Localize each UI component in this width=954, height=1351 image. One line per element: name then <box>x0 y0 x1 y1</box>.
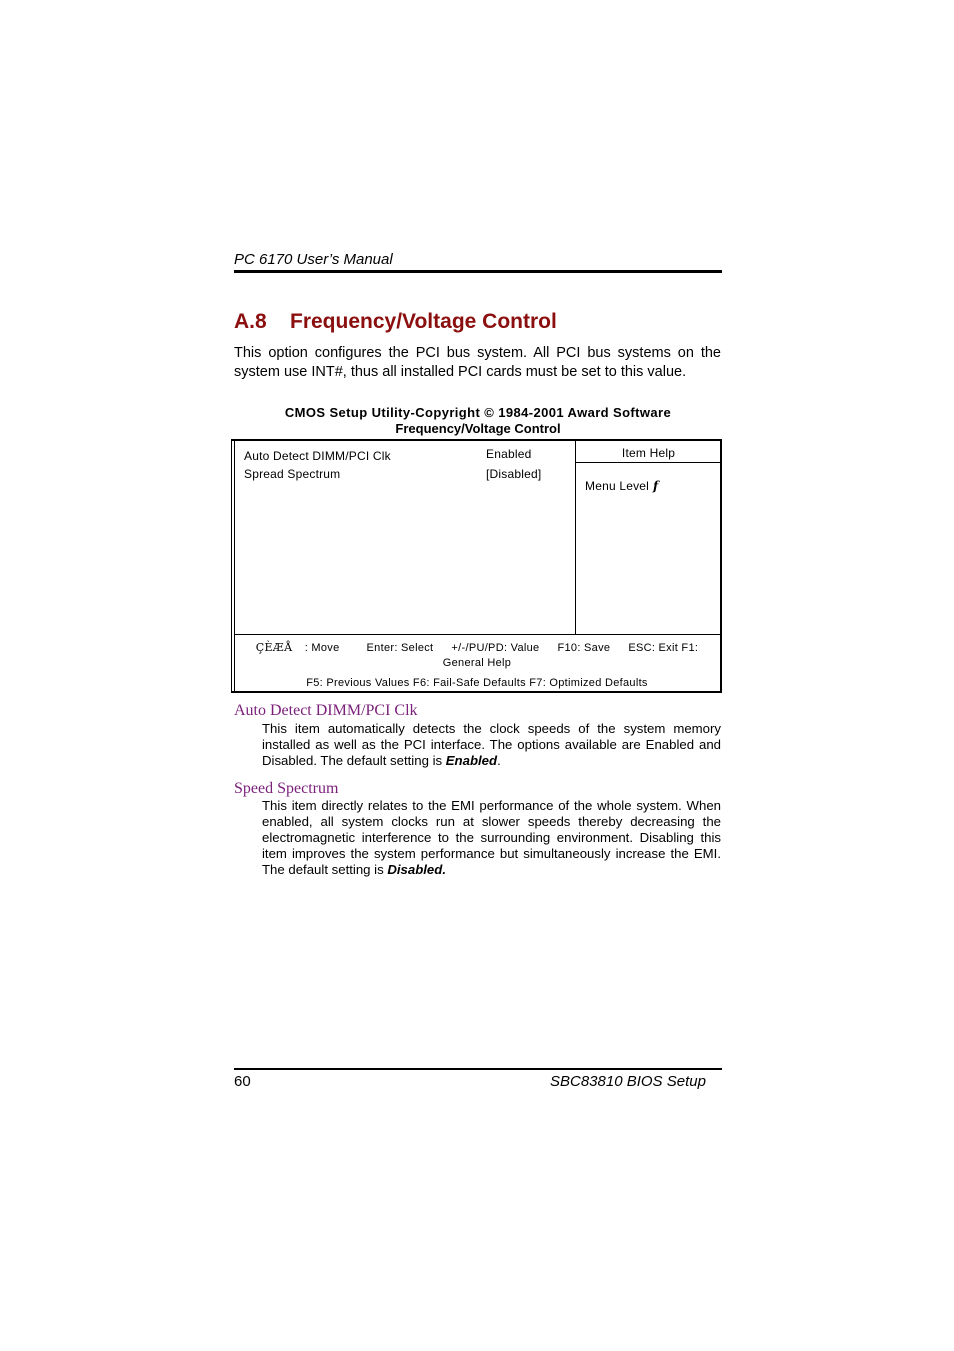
item-description-auto-detect: This item automatically detects the clock speeds of the system memory installed as well as the PCI interface. The options available are Enabled and Disabled. The default setting is Enabled. <box>262 721 721 768</box>
key-exit: ESC: Exit F1: <box>628 642 699 654</box>
item-heading-auto-detect: Auto Detect DIMM/PCI Clk <box>234 702 418 719</box>
item-description-speed-spectrum: This item directly relates to the EMI performance of the whole system. When enabled, all system clocks run at slower speeds thereby decreasing the electromagnetic interference to the surrounding environment. Disabling this item improves the system performance but simultaneously increase the EMI. The default setting is Disabled. <box>262 798 721 877</box>
keys-divider <box>234 634 720 635</box>
footer-title: SBC83810 BIOS Setup <box>550 1073 706 1090</box>
item-help-title: Item Help <box>576 441 721 463</box>
item-help-panel <box>575 441 721 634</box>
arrow-keys-icon: ÇÈÆÅ <box>255 641 293 654</box>
section-title <box>234 310 557 334</box>
menu-level <box>585 479 658 493</box>
menu-item-value[interactable]: Enabled <box>486 447 532 461</box>
menu-item-name: Auto Detect DIMM/PCI Clk <box>244 449 391 463</box>
key-select: Enter: Select <box>366 642 434 654</box>
cmos-caption-line1: CMOS Setup Utility-Copyright © 1984-2001 Award Software <box>284 405 672 420</box>
key-defaults-legend: F5: Previous Values F6: Fail-Safe Defaults F7: Optimized Defaults <box>306 677 648 689</box>
default-value: Disabled. <box>387 862 446 877</box>
page-number: 60 <box>234 1073 251 1090</box>
section-number: A.8 <box>234 310 267 333</box>
cmos-caption <box>234 405 722 437</box>
header-rule <box>234 270 722 273</box>
key-move: ÇÈÆÅ : Move <box>255 641 340 654</box>
footer-rule <box>234 1068 722 1070</box>
key-general-help: General Help <box>442 657 512 669</box>
intro-paragraph: This option configures the PCI bus system. All PCI bus systems on the system use INT#, thus all installed PCI cards must be set to this value. <box>234 345 721 380</box>
menu-item-name: Spread Spectrum <box>244 467 341 481</box>
menu-level-arrow-icon: f <box>653 479 659 493</box>
item-heading-speed-spectrum: Speed Spectrum <box>234 780 339 797</box>
section-title-text: Frequency/Voltage Control <box>290 310 557 333</box>
key-legend <box>234 640 720 671</box>
key-save: F10: Save <box>557 642 611 654</box>
cmos-caption-line2: Frequency/Voltage Control <box>395 421 561 436</box>
key-value: +/-/PU/PD: Value <box>451 642 540 654</box>
menu-item-value[interactable]: [Disabled] <box>486 467 542 481</box>
manual-header-title: PC 6170 User’s Manual <box>234 251 393 268</box>
bios-screen <box>231 439 722 693</box>
menu-level-label: Menu Level <box>585 479 650 493</box>
default-value: Enabled <box>445 753 498 768</box>
